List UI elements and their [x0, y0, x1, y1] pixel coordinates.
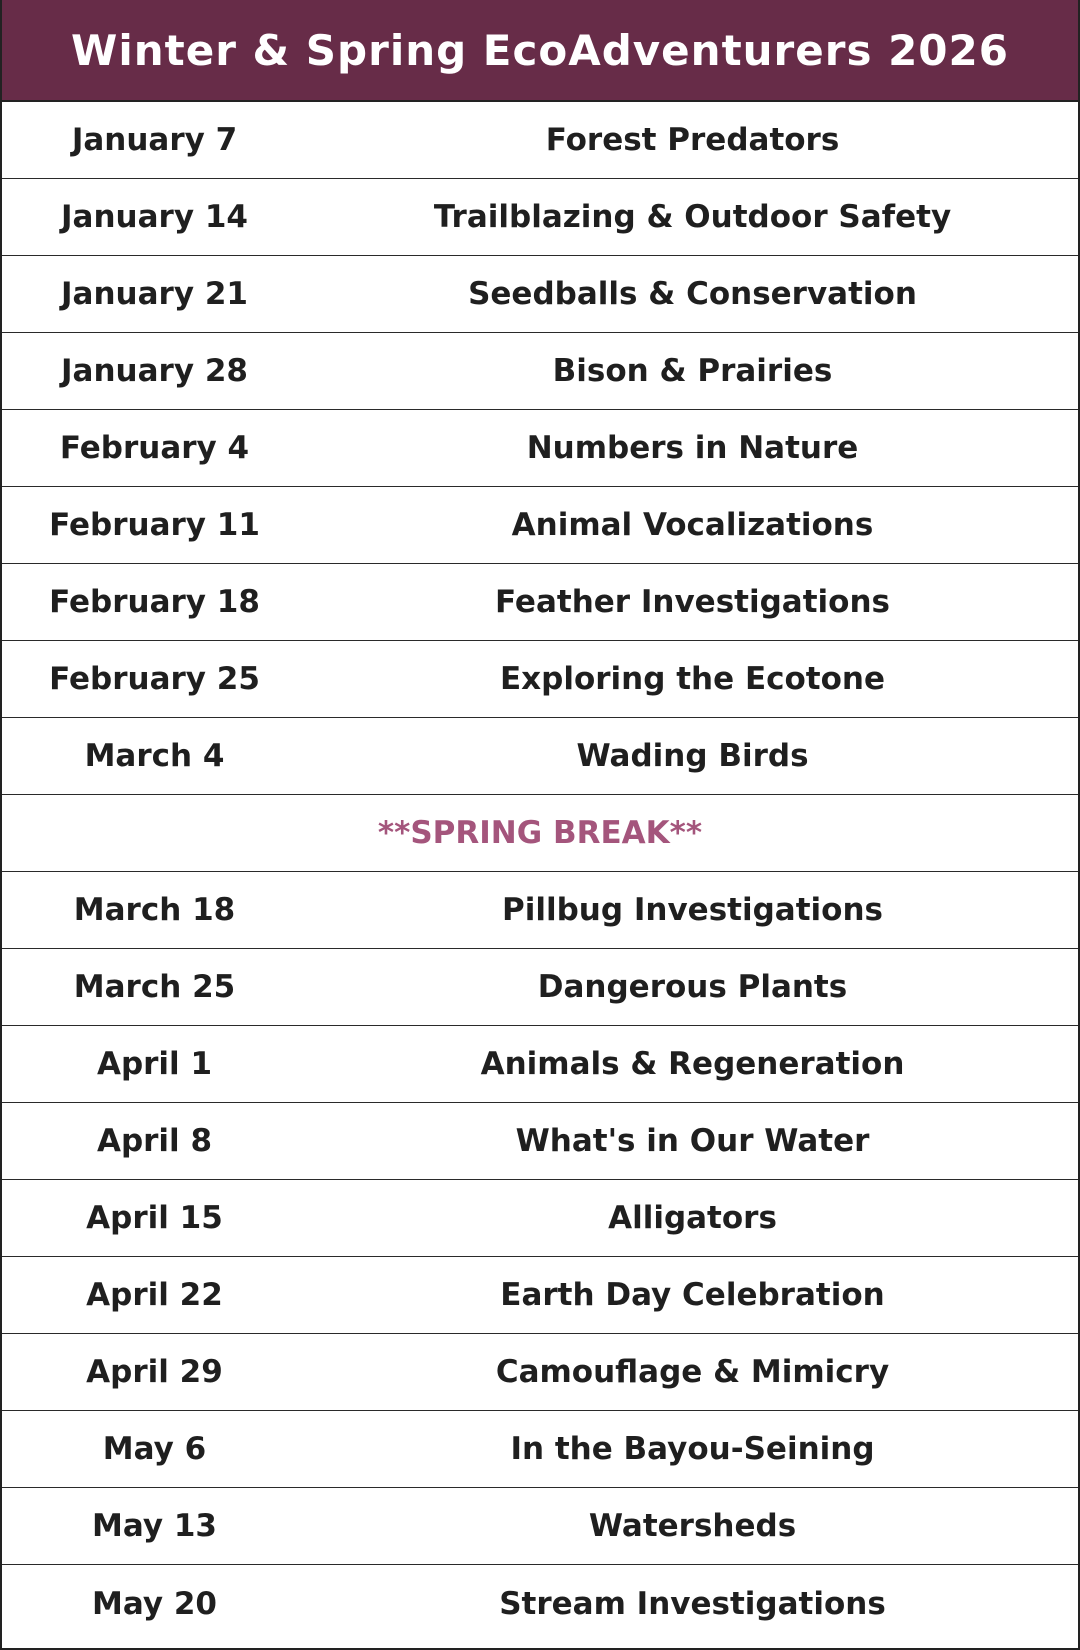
spring-break-label: **SPRING BREAK** — [377, 815, 703, 851]
session-date: March 18 — [73, 892, 236, 928]
session-topic: Exploring the Ecotone — [499, 661, 886, 697]
table-row — [2, 1103, 1078, 1180]
session-date: March 25 — [73, 969, 236, 1005]
table-row — [2, 102, 1078, 179]
session-topic: Trailblazing & Outdoor Safety — [433, 199, 952, 235]
session-topic: In the Bayou-Seining — [510, 1431, 875, 1467]
table-row — [2, 179, 1078, 256]
session-date: February 11 — [49, 507, 260, 543]
session-date: January 7 — [71, 122, 238, 158]
schedule-table — [2, 102, 1078, 1642]
session-date: April 1 — [96, 1046, 213, 1082]
session-date: May 6 — [102, 1431, 207, 1467]
table-row — [2, 1411, 1078, 1488]
session-date: May 20 — [92, 1585, 217, 1622]
session-date: February 18 — [49, 584, 260, 620]
table-row — [2, 1565, 1078, 1642]
session-date: April 22 — [86, 1277, 223, 1313]
session-date: January 28 — [61, 353, 248, 389]
table-row — [2, 1026, 1078, 1103]
session-topic: Numbers in Nature — [526, 430, 859, 466]
table-row — [2, 487, 1078, 564]
spring-break-row — [2, 795, 1078, 872]
session-topic: Feather Investigations — [495, 584, 890, 620]
session-topic: Seedballs & Conservation — [468, 276, 917, 312]
session-date: February 25 — [49, 661, 260, 697]
table-row — [2, 1488, 1078, 1565]
session-date: May 13 — [92, 1508, 217, 1544]
table-row — [2, 1257, 1078, 1334]
session-date: January 21 — [61, 276, 248, 312]
session-topic: Forest Predators — [545, 122, 840, 158]
table-row — [2, 718, 1078, 795]
session-date: March 4 — [84, 738, 225, 774]
session-date: April 29 — [86, 1354, 223, 1390]
table-row — [2, 949, 1078, 1026]
session-topic: Wading Birds — [576, 738, 809, 774]
page-title: Winter & Spring EcoAdventurers 2026 — [71, 25, 1009, 75]
session-topic: Alligators — [608, 1200, 777, 1236]
session-topic: Dangerous Plants — [537, 969, 848, 1005]
session-date: January 14 — [61, 199, 248, 235]
table-row — [2, 256, 1078, 333]
table-row — [2, 641, 1078, 718]
session-topic: Animal Vocalizations — [511, 507, 874, 543]
header-banner — [2, 0, 1078, 102]
table-row — [2, 333, 1078, 410]
session-topic: What's in Our Water — [515, 1123, 870, 1159]
session-topic: Pillbug Investigations — [502, 892, 883, 928]
session-topic: Bison & Prairies — [552, 353, 833, 389]
table-row — [2, 1334, 1078, 1411]
session-topic: Watersheds — [588, 1508, 797, 1544]
session-date: April 15 — [86, 1200, 223, 1236]
table-row — [2, 1180, 1078, 1257]
session-topic: Stream Investigations — [499, 1585, 886, 1622]
session-topic: Earth Day Celebration — [500, 1277, 885, 1313]
table-row — [2, 872, 1078, 949]
session-topic: Animals & Regeneration — [480, 1046, 905, 1082]
table-row — [2, 564, 1078, 641]
session-date: April 8 — [96, 1123, 213, 1159]
session-topic: Camouflage & Mimicry — [495, 1354, 890, 1390]
table-row — [2, 410, 1078, 487]
session-date: February 4 — [59, 430, 250, 466]
